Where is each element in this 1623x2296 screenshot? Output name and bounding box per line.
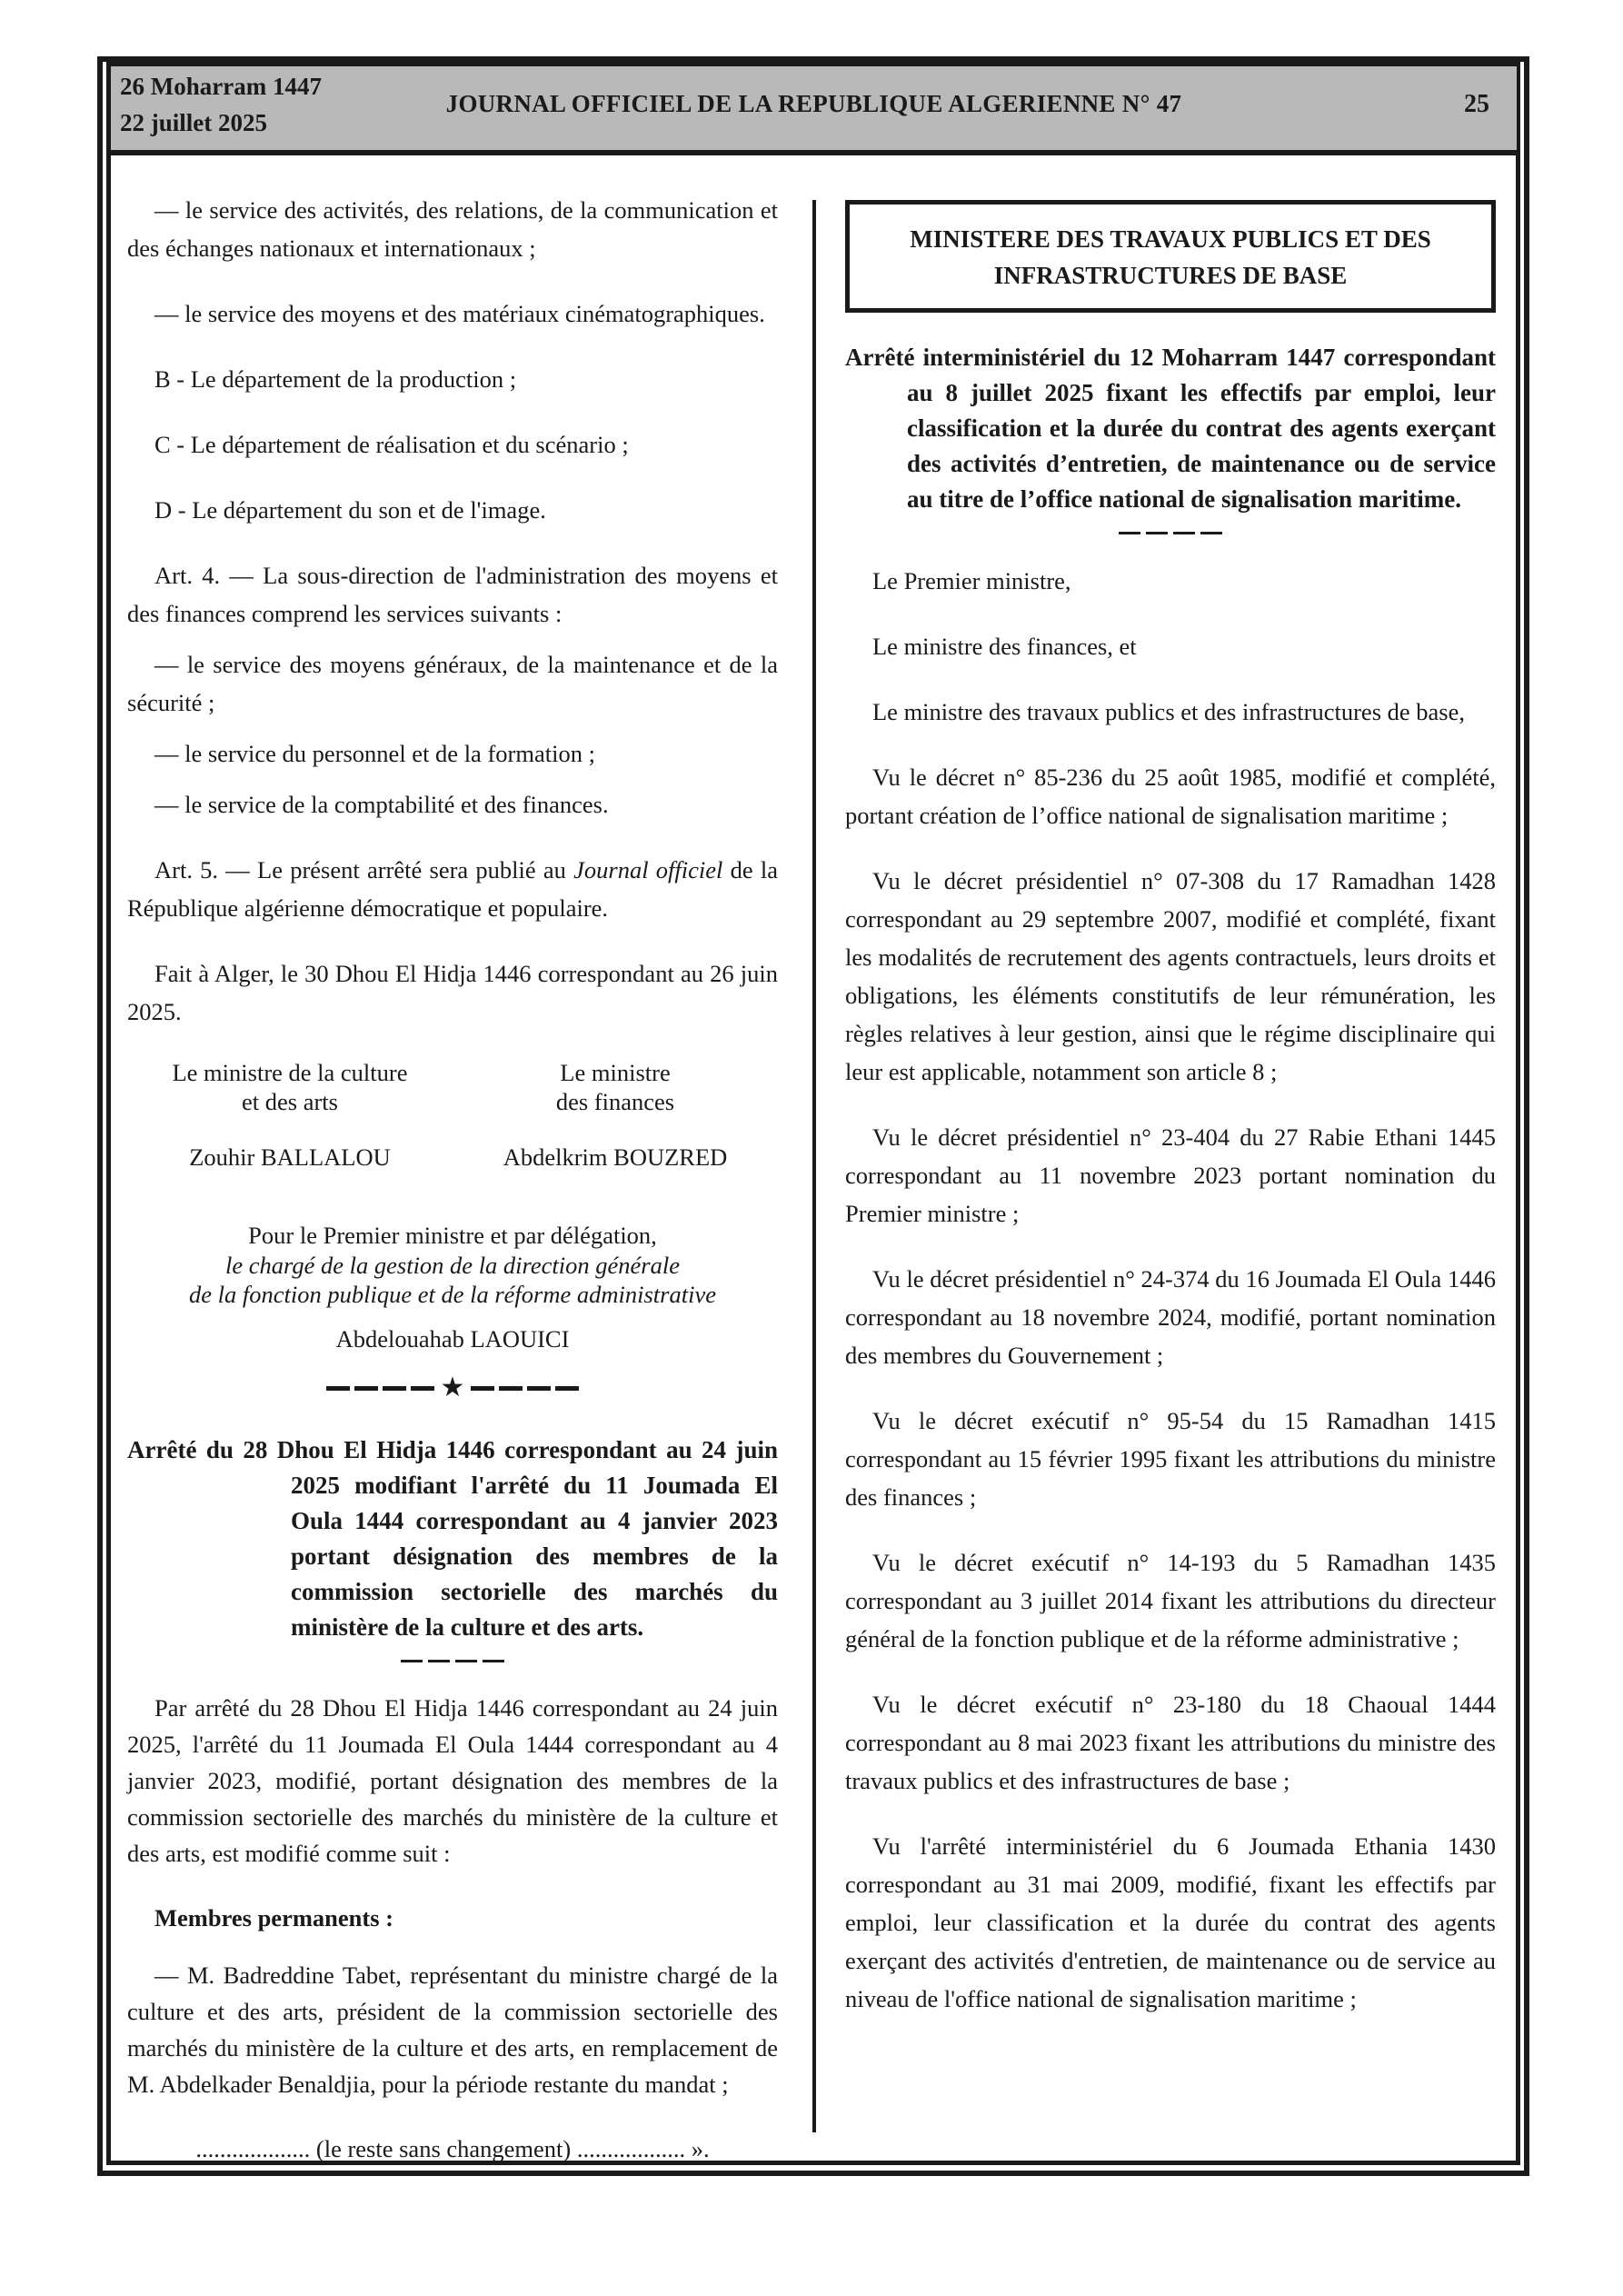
- ministry-heading-line: MINISTERE DES TRAVAUX PUBLICS ET DES: [910, 225, 1431, 253]
- separator-dash: [401, 1660, 423, 1662]
- separator-dash: [471, 1386, 494, 1391]
- delegation-block: [127, 1220, 778, 1354]
- signatory-name: Abdelkrim BOUZRED: [503, 1143, 728, 1171]
- members-heading: Membres permanents :: [154, 1904, 393, 1932]
- delegation-italic-line: de la fonction publique et de la réforme administrative: [189, 1281, 716, 1308]
- article-4: Art. 4. — La sous-direction de l'administration des moyens et des finances comprend les services suivants :: [127, 562, 778, 627]
- preamble-paragraph: Vu le décret présidentiel n° 07-308 du 17 Ramadhan 1428 correspondant au 29 septembre 2007, modifié et complété, fixant les modalités de recrutement des agents contractuels, leurs droits et obligations, les éléments constitutifs de leur rémunération, les règles relatives à leur gestion, ainsi que le régime disciplinaire qui leur est applicable, notamment son article 8 ;: [845, 867, 1496, 1085]
- separator-dash: [555, 1386, 579, 1391]
- signatory-titles: [127, 1058, 778, 1116]
- separator-dash: [499, 1386, 523, 1391]
- article-5-text-end: de la République algérienne démocratique et populaire.: [127, 856, 778, 922]
- decree-title: Arrêté du 28 Dhou El Hidja 1446 correspondant au 24 juin 2025 modifiant l'arrêté du 11 Joumada El Oula 1444 correspondant au 4 janvier 2023 portant désignation des membres de la commission sectorielle des marchés du ministère de la culture et des arts.: [127, 1436, 778, 1641]
- signatory-names: [127, 1138, 778, 1176]
- delegation-line: Pour le Premier ministre et par délégation,: [248, 1222, 657, 1249]
- separator-dash: [1200, 532, 1222, 534]
- separator-dash: [411, 1386, 434, 1391]
- article-4-item: — le service de la comptabilité et des finances.: [154, 791, 609, 818]
- preamble-paragraph: Le Premier ministre,: [872, 567, 1071, 594]
- separator-dash: [354, 1386, 378, 1391]
- separator-dash: [1146, 532, 1168, 534]
- preamble-paragraph: Vu le décret présidentiel n° 23-404 du 27 Rabie Ethani 1445 correspondant au 11 novembre 2023 portant nomination du Premier ministre ;: [845, 1123, 1496, 1227]
- signatory-title-line: Le ministre de la culture: [172, 1059, 408, 1086]
- article-5-text: Art. 5. — Le présent arrêté sera publié au: [154, 856, 574, 883]
- decree-body: Par arrêté du 28 Dhou El Hidja 1446 correspondant au 24 juin 2025, l'arrêté du 11 Joumada El Oula 1444 correspondant au 4 janvier 2023, modifié, portant désignation des membres de la commission sectorielle des marchés du ministère de la culture et des arts, est modifié comme suit :: [127, 1694, 778, 1867]
- separator-dash: [326, 1386, 350, 1391]
- ministry-heading-box: [845, 200, 1496, 313]
- signatory-title-finances: [453, 1058, 778, 1116]
- title-separator: [845, 532, 1496, 534]
- preamble-paragraph: Vu le décret n° 85-236 du 25 août 1985, modifié et complété, portant création de l’office national de signalisation maritime ;: [845, 764, 1496, 829]
- signatory-name: Zouhir BALLALOU: [189, 1143, 391, 1171]
- rest-unchanged: ................... (le reste sans changement) .................. ».: [195, 2135, 710, 2162]
- journal-officiel-reference: Journal officiel: [573, 856, 723, 883]
- separator-dash: [455, 1660, 477, 1662]
- separator-dash: [428, 1660, 450, 1662]
- column-divider: [812, 200, 816, 2132]
- separator-dash: [1173, 532, 1195, 534]
- decree-title: Arrêté interministériel du 12 Moharram 1447 correspondant au 8 juillet 2025 fixant les effectifs par emploi, leur classification et la durée du contrat des agents exerçant des activités d’entretien, de maintenance ou de service au titre de l’office national de signalisation maritime.: [845, 344, 1496, 513]
- paragraph: — le service des moyens et des matériaux cinématographiques.: [154, 300, 765, 327]
- right-column: [845, 191, 1496, 2045]
- article-5: [127, 851, 778, 927]
- article-4-item: — le service des moyens généraux, de la maintenance et de la sécurité ;: [127, 651, 778, 716]
- delegation-italic-line: le chargé de la gestion de la direction générale: [225, 1252, 680, 1279]
- journal-header: [111, 66, 1517, 155]
- title-separator: [127, 1660, 778, 1662]
- star-icon: ★: [440, 1373, 465, 1403]
- signatory-title-line: des finances: [555, 1088, 675, 1115]
- separator-dash: [1119, 532, 1140, 534]
- fait-a-alger: Fait à Alger, le 30 Dhou El Hidja 1446 correspondant au 26 juin 2025.: [127, 960, 778, 1025]
- preamble-paragraph: Vu l'arrêté interministériel du 6 Joumada Ethania 1430 correspondant au 31 mai 2009, modifié, fixant les effectifs par emploi, leur classification et la durée du contrat des agents exerçant des activités d'entretien, de maintenance ou de service au niveau de l'office national de signalisation maritime ;: [845, 1832, 1496, 2012]
- member-entry: — M. Badreddine Tabet, représentant du ministre chargé de la culture et des arts, président de la commission sectorielle des marchés du ministère de la culture et des arts, en remplacement de M. Abdelkader Benaldjia, pour la période restante du mandat ;: [127, 1962, 778, 2098]
- section-separator: [127, 1374, 778, 1402]
- separator-dash: [483, 1660, 504, 1662]
- page-number: 25: [1464, 90, 1489, 118]
- preamble-paragraph: Vu le décret exécutif n° 14-193 du 5 Ramadhan 1435 correspondant au 3 juillet 2014 fixant les attributions du directeur général de la fonction publique et de la réforme administrative ;: [845, 1549, 1496, 1652]
- signatory-title-culture: [127, 1058, 453, 1116]
- preamble-paragraph: Le ministre des finances, et: [872, 633, 1137, 660]
- left-column: [127, 191, 778, 2195]
- journal-title: JOURNAL OFFICIEL DE LA REPUBLIQUE ALGERIENNE N° 47: [445, 90, 1182, 117]
- preamble-paragraph: Vu le décret exécutif n° 23-180 du 18 Chaoual 1444 correspondant au 8 mai 2023 fixant les attributions du ministre des travaux publics et des infrastructures de base ;: [845, 1691, 1496, 1794]
- paragraph: — le service des activités, des relations, de la communication et des échanges nationaux et internationaux ;: [127, 196, 778, 262]
- paragraph: D - Le département du son et de l'image.: [154, 496, 546, 524]
- separator-dash: [527, 1386, 551, 1391]
- article-4-item: — le service du personnel et de la formation ;: [154, 740, 595, 767]
- signatory-title-line: Le ministre: [560, 1059, 671, 1086]
- separator-dash: [383, 1386, 406, 1391]
- ministry-heading-line: INFRASTRUCTURES DE BASE: [993, 262, 1348, 289]
- paragraph: C - Le département de réalisation et du scénario ;: [154, 431, 629, 458]
- delegation-signatory-name: Abdelouahab LAOUICI: [335, 1325, 570, 1353]
- header-date-hijri: 26 Moharram 1447: [120, 73, 322, 100]
- preamble-paragraph: Vu le décret exécutif n° 95-54 du 15 Ramadhan 1415 correspondant au 15 février 1995 fixant les attributions du ministre des finances ;: [845, 1407, 1496, 1511]
- preamble-paragraph: Le ministre des travaux publics et des infrastructures de base,: [872, 698, 1465, 725]
- header-date-gregorian: 22 juillet 2025: [120, 109, 267, 136]
- signatory-title-line: et des arts: [242, 1088, 338, 1115]
- paragraph: B - Le département de la production ;: [154, 365, 517, 393]
- preamble-paragraph: Vu le décret présidentiel n° 24-374 du 16 Joumada El Oula 1446 correspondant au 18 novembre 2024, modifié, portant nomination des membres du Gouvernement ;: [845, 1265, 1496, 1369]
